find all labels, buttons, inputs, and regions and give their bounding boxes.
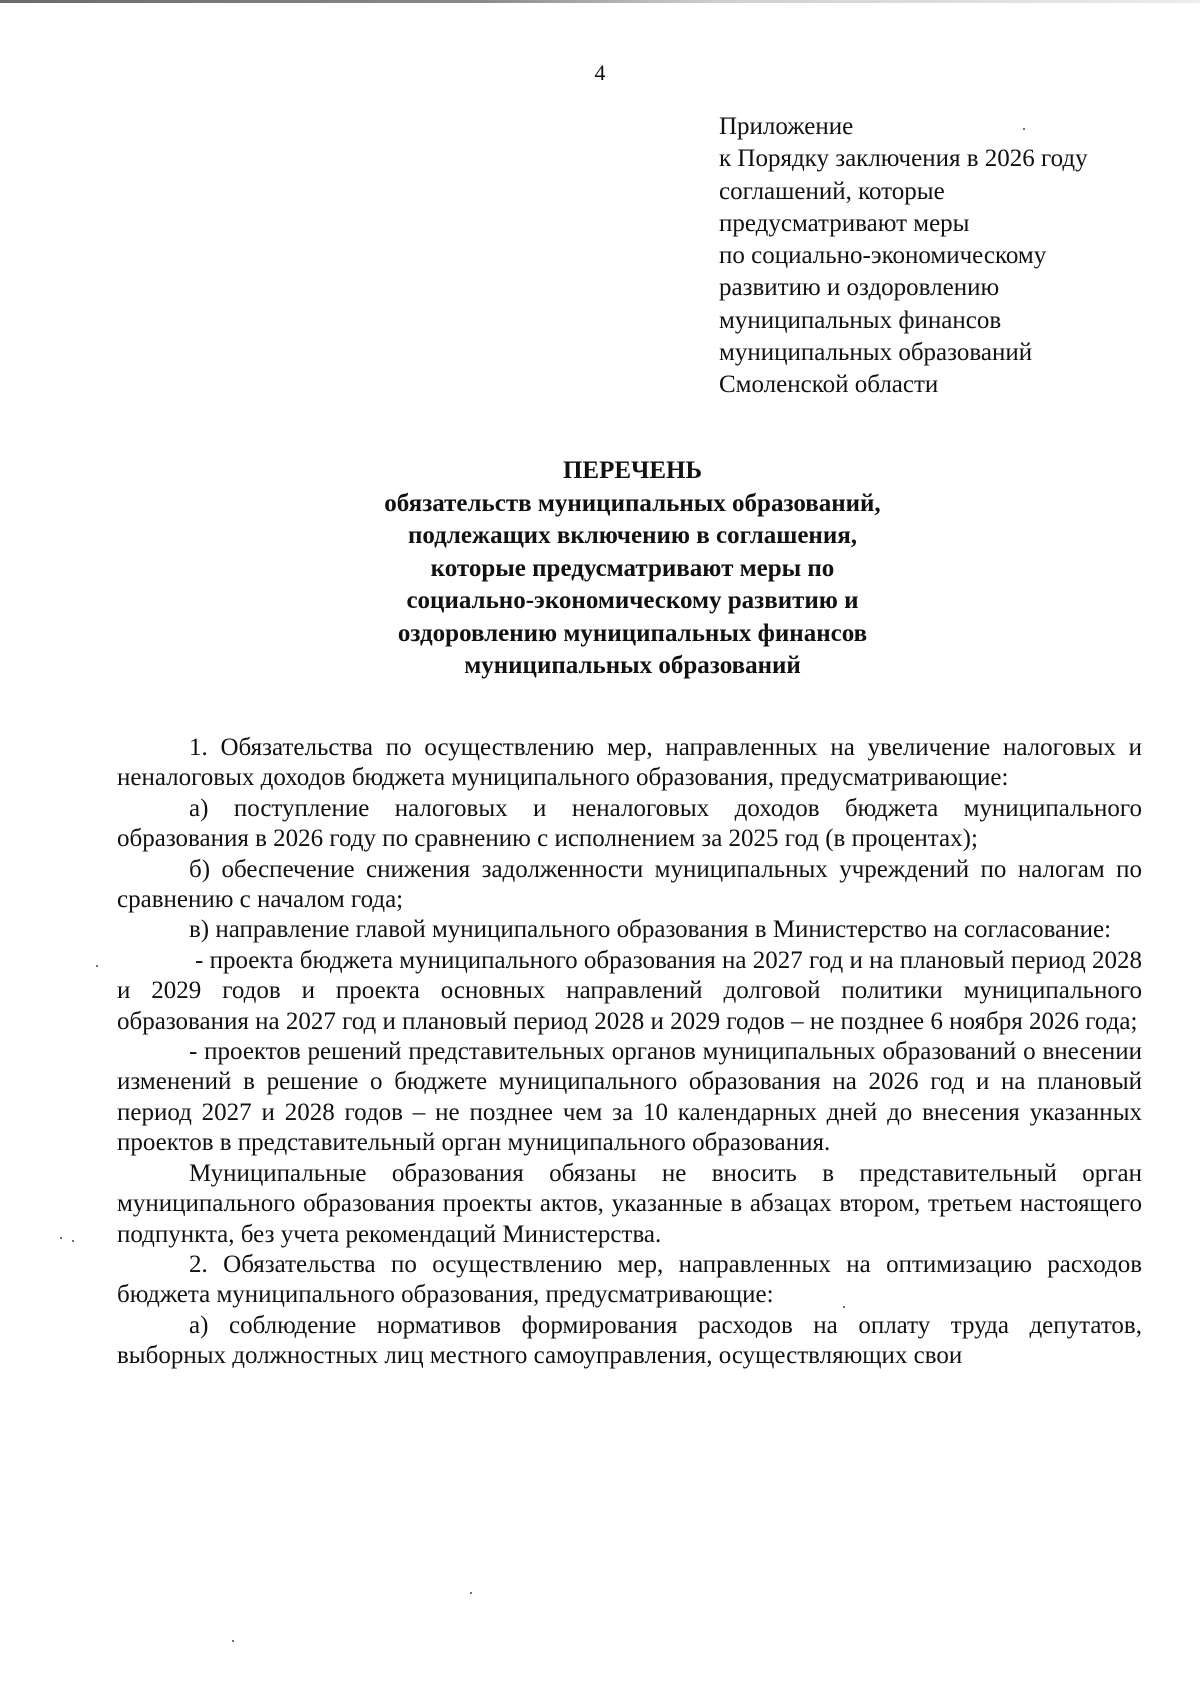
appendix-line: развитию и оздоровлению (719, 274, 1000, 302)
paragraph-item-2a: а) соблюдение нормативов формирования расходов на оплату труда депутатов, выборных должностных лиц местного самоуправления, осуществляющих свои (117, 1311, 1142, 1370)
paragraph-dash-amendments: - проектов решений представительных органов муниципальных образований о внесении изменений в решение о бюджете муниципального образования на 2026 год и на плановый период 2027 и 2028 годов – не позднее чем за 10 календарных дней до внесения указанных проектов в представительный орган муниципального образования. (117, 1038, 1142, 1157)
title-subtitle-line: обязательств муниципальных образований, (384, 489, 881, 517)
scan-speck (72, 1240, 74, 1242)
scan-speck (843, 1306, 845, 1308)
document-title (0, 455, 1200, 683)
scan-speck (60, 1237, 62, 1239)
scan-speck (96, 965, 98, 967)
appendix-line: Приложение (719, 113, 854, 140)
paragraph-item-1v: в) направление главой муниципального образования в Министерство на согласование: (189, 916, 1112, 944)
appendix-line: к Порядку заключения в 2026 году (719, 145, 1088, 173)
scan-speck (232, 1640, 234, 1642)
paragraph-item-1b: б) обеспечение снижения задолженности муниципальных учреждений по налогам по сравнению с началом года; (117, 855, 1142, 914)
appendix-line: соглашений, которые (719, 177, 945, 205)
title-subtitle-line: подлежащих включению в соглашения, (407, 522, 858, 549)
appendix-line: муниципальных образований (719, 339, 1033, 367)
scan-speck (1023, 128, 1025, 130)
appendix-line: по социально-экономическому (719, 242, 1047, 270)
paragraph-item-1: 1. Обязательства по осуществлению мер, направленных на увеличение налоговых и неналоговых доходов бюджета муниципального образования, предусматривающие: (117, 734, 1142, 792)
paragraph-item-2: 2. Обязательства по осуществлению мер, направленных на оптимизацию расходов бюджета муниципального образования, предусматривающие: (117, 1250, 1142, 1309)
appendix-line: предусматривают меры (719, 209, 970, 237)
paragraph-item-1a: а) поступление налоговых и неналоговых доходов бюджета муниципального образования в 2026 году по сравнению с исполнением за 2025 год (в процентах); (117, 794, 1142, 853)
title-heading: ПЕРЕЧЕНЬ (562, 457, 703, 484)
title-subtitle-line: оздоровлению муниципальных финансов (397, 619, 868, 647)
title-subtitle-line: которые предусматривают меры по (430, 554, 835, 582)
document-body (117, 733, 1142, 1372)
title-subtitle-line: социально-экономическому развитию и (406, 587, 859, 614)
scan-edge-line (0, 0, 1200, 3)
appendix-line: муниципальных финансов (719, 306, 1002, 334)
paragraph-dash-budget-draft: - проекта бюджета муниципального образования на 2027 год и на плановый период 2028 и 2029 годов и проекта основных направлений долговой политики муниципального образования на 2027 год и плановый период 2028 и 2029 годов – не позднее 6 ноября 2026 года; (117, 946, 1142, 1035)
scan-speck (470, 1592, 472, 1594)
paragraph-obligation-note: Муниципальные образования обязаны не вносить в представительный орган муниципального образования проекты актов, указанные в абзацах втором, третьем настоящего подпункта, без учета рекомендаций Министерства. (117, 1159, 1142, 1248)
title-subtitle-line: муниципальных образований (464, 652, 801, 679)
page-number: 4 (594, 60, 606, 85)
appendix-line: Смоленской области (719, 371, 939, 399)
appendix-block (719, 111, 1159, 402)
